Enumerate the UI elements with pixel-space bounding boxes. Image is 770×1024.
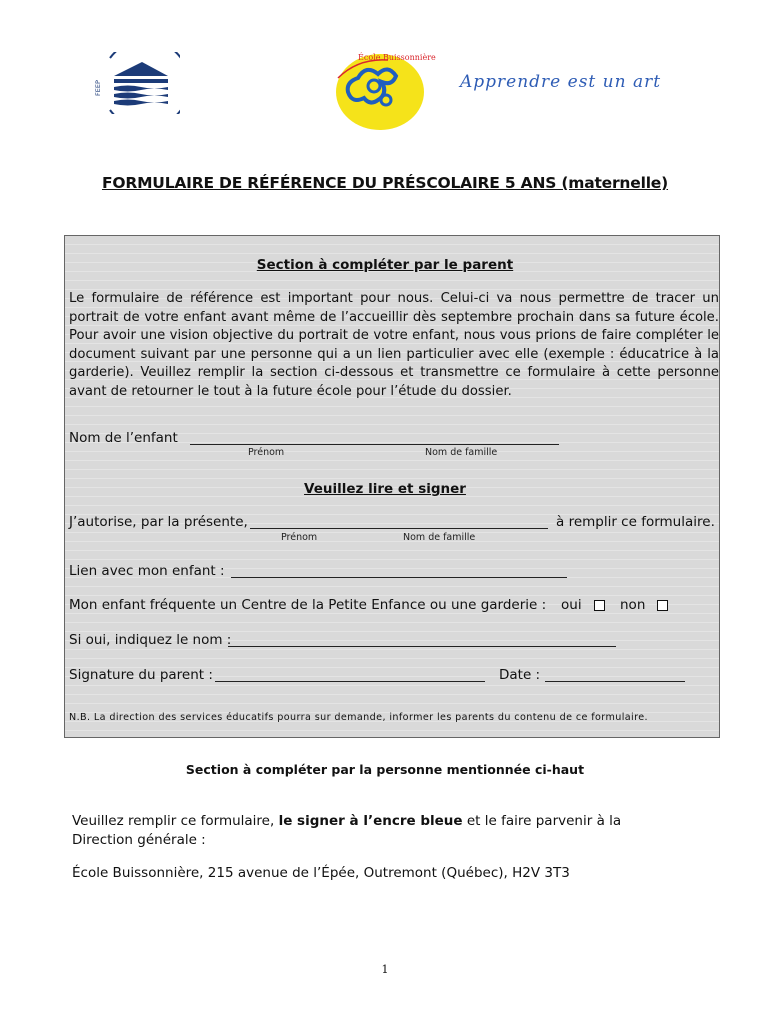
lien-field[interactable] — [231, 577, 567, 578]
address-text: École Buissonnière, 215 avenue de l’Épée, Outremont (Québec), H2V 3T3 — [72, 865, 570, 881]
feep-logo — [90, 52, 180, 114]
date-field[interactable] — [545, 681, 685, 682]
feep-logo-text: FEEP — [94, 80, 102, 96]
ecole-buissonniere-logo — [328, 48, 450, 132]
instruction-bold: le signer à l’encre bleue — [278, 813, 463, 829]
child-name-field[interactable] — [190, 444, 559, 445]
instruction-text — [72, 812, 672, 850]
oui-label: oui — [561, 597, 582, 613]
child-name-label: Nom de l’enfant — [69, 430, 178, 446]
instruction-post: et le faire parvenir à la Direction générale : — [72, 813, 622, 848]
slogan: Apprendre est un art — [460, 72, 662, 92]
page-number: 1 — [381, 963, 389, 976]
non-checkbox[interactable] — [657, 600, 668, 611]
sign-heading: Veuillez lire et signer — [304, 481, 466, 497]
signature-field[interactable] — [215, 681, 485, 682]
nom-famille-caption-2: Nom de famille — [403, 532, 476, 543]
date-label: Date : — [499, 667, 541, 683]
authorize-suffix: à remplir ce formulaire. — [556, 514, 715, 530]
si-oui-label: Si oui, indiquez le nom : — [69, 632, 232, 648]
cpe-question: Mon enfant fréquente un Centre de la Petite Enfance ou une garderie : — [69, 597, 547, 613]
lien-label: Lien avec mon enfant : — [69, 563, 225, 579]
oui-checkbox[interactable] — [594, 600, 605, 611]
non-label: non — [620, 597, 646, 613]
parent-section-heading: Section à compléter par le parent — [256, 257, 514, 273]
second-section-heading: Section à compléter par la personne mentionnée ci-haut — [185, 762, 585, 777]
signature-label: Signature du parent : — [69, 667, 213, 683]
ecole-logo-text: École Buissonnière — [358, 53, 436, 62]
prenom-caption: Prénom — [248, 447, 285, 458]
instruction-pre: Veuillez remplir ce formulaire, — [72, 813, 279, 829]
authorize-label: J’autorise, par la présente, — [69, 514, 248, 530]
intro-paragraph: Le formulaire de référence est important pour nous. Celui-ci va nous permettre de tracer un portrait de votre enfant avant même de l’accueillir dès septembre prochain dans sa future école. Pour avoir une vision objective du portrait de votre enfant, nous vous prions de faire compléter le document suivant par une personne qui a un lien particulier avec elle (exemple : éducatrice à la garderie). Veuillez remplir la section ci-dessous et transmettre ce formulaire à cette personne avant de retourner le tout à la future école pour l’étude du dossier. — [69, 291, 719, 399]
garderie-name-field[interactable] — [228, 646, 616, 647]
nom-famille-caption: Nom de famille — [425, 447, 498, 458]
page-title: FORMULAIRE DE RÉFÉRENCE DU PRÉSCOLAIRE 5 ANS (maternelle) — [101, 174, 669, 192]
prenom-caption-2: Prénom — [281, 532, 318, 543]
authorized-person-field[interactable] — [250, 528, 548, 529]
nb-note: N.B. La direction des services éducatifs pourra sur demande, informer les parents du contenu de ce formulaire. — [69, 712, 649, 723]
